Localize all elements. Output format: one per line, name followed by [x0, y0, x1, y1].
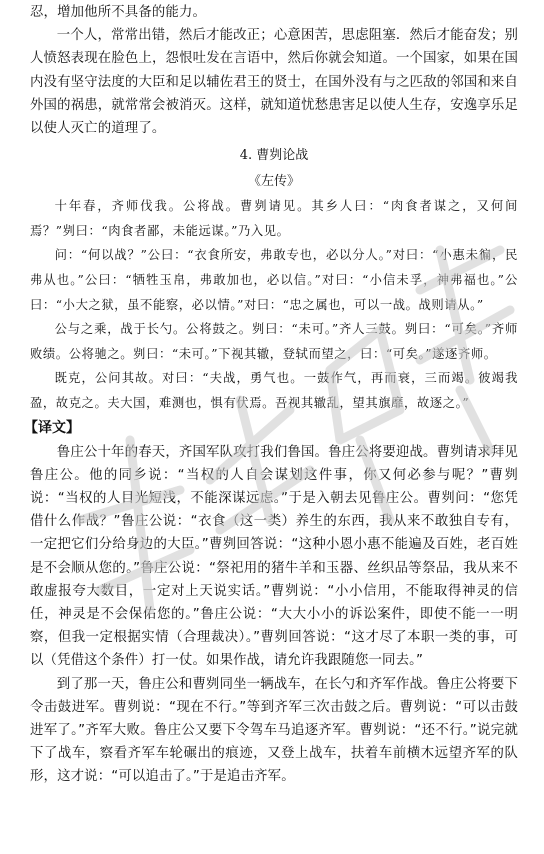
classic-paragraph-4: 既克，公问其故。对曰：“夫战，勇气也。一鼓作气，再而衰，三而竭。彼竭我盈，故克之。夫大国，难测也，惧有伏焉。吾视其辙乱，望其旗靡，故逐之。” [30, 371, 518, 410]
classic-paragraph-2: 问：“何以战？”公曰：“衣食所安，弗敢专也，必以分人。”对曰：“小惠未徧，民弗从也。”公曰：“牺牲玉帛，弗敢加也，必以信。”对曰：“小信未孚，神弗福也。”公曰：“小大之狱，虽不能察，必以情。”对曰：“忠之属也，可以一战。战则请从。” [30, 248, 518, 312]
classic-paragraph-1: 十年春，齐师伐我。公将战。曹刿请见。其乡人曰：“肉食者谋之，又何间焉？”刿曰：“肉食者鄙，未能远谋。”乃入见。 [30, 199, 518, 238]
section-title: 4. 曹刿论战 [239, 148, 309, 164]
section-source: 《左传》 [247, 174, 300, 190]
paragraph-translation-mencius: 一个人，常常出错，然后才能改正；心意困苦，思虑阻塞．然后才能奋发；别人愤怒表现在脸色上，怨恨吐发在言语中，然后你就会知道。一个国家，如果在国内没有坚守法度的大臣和足以辅佐君王的贤士，在国外没有与之匹敌的邻国和来自外国的祸患，就常常会被消灭。这样，就知道忧愁患害足以使人生存，安逸享乐足以使人灭亡的道理了。 [30, 28, 518, 137]
classic-paragraph-3: 公与之乘，战于长勺。公将鼓之。刿曰：“未可。”齐人三鼓。刿曰：“可矣。”齐师败绩。公将驰之。刿曰：“未可。”下视其辙，登轼而望之，曰：“可矣。”遂逐齐师。 [30, 322, 518, 361]
text-line-tail: 忍，增加他所不具备的能力。 [30, 5, 207, 20]
translation-paragraph-1: 鲁庄公十年的春天，齐国军队攻打我们鲁国。鲁庄公将要迎战。曹刿请求拜见鲁庄公。他的同乡说：“当权的人自会谋划这件事，你又何必参与呢？”曹刿说：“当权的人目光短浅，不能深谋远虑。”于是入朝去见鲁庄公。曹刿问：“您凭借什么作战？”鲁庄公说：“衣食（这一类）养生的东西，我从来不敢独自专有，一定把它们分给身边的大臣。”曹刿回答说：“这种小恩小惠不能遍及百姓，老百姓是不会顺从您的。”鲁庄公说：“祭祀用的猪牛羊和玉器、丝织品等祭品，我从来不敢虚报夸大数目，一定对上天说实话。”曹刿说：“小小信用，不能取得神灵的信任，神灵是不会保佑您的。”鲁庄公说：“大大小小的诉讼案件，即使不能一一明察，但我一定根据实情（合理裁决）。”曹刿回答说：“这才尽了本职一类的事，可以（凭借这个条件）打一仗。如果作战，请允许我跟随您一同去。” [30, 444, 518, 669]
translation-heading: 【译文】 [24, 419, 80, 436]
translation-paragraph-2: 到了那一天，鲁庄公和曹刿同坐一辆战车，在长勺和齐军作战。鲁庄公将要下令击鼓进军。曹刿说：“现在不行。”等到齐军三次击鼓之后。曹刿说：“可以击鼓进军了。”齐军大败。鲁庄公又要下令驾车马追逐齐军。曹刿说：“还不行。”说完就下了战车，察看齐军车轮碾出的痕迹，又登上战车，扶着车前横木远望齐军的队形，这才说：“可以追击了。”于是追击齐军。 [30, 676, 518, 785]
